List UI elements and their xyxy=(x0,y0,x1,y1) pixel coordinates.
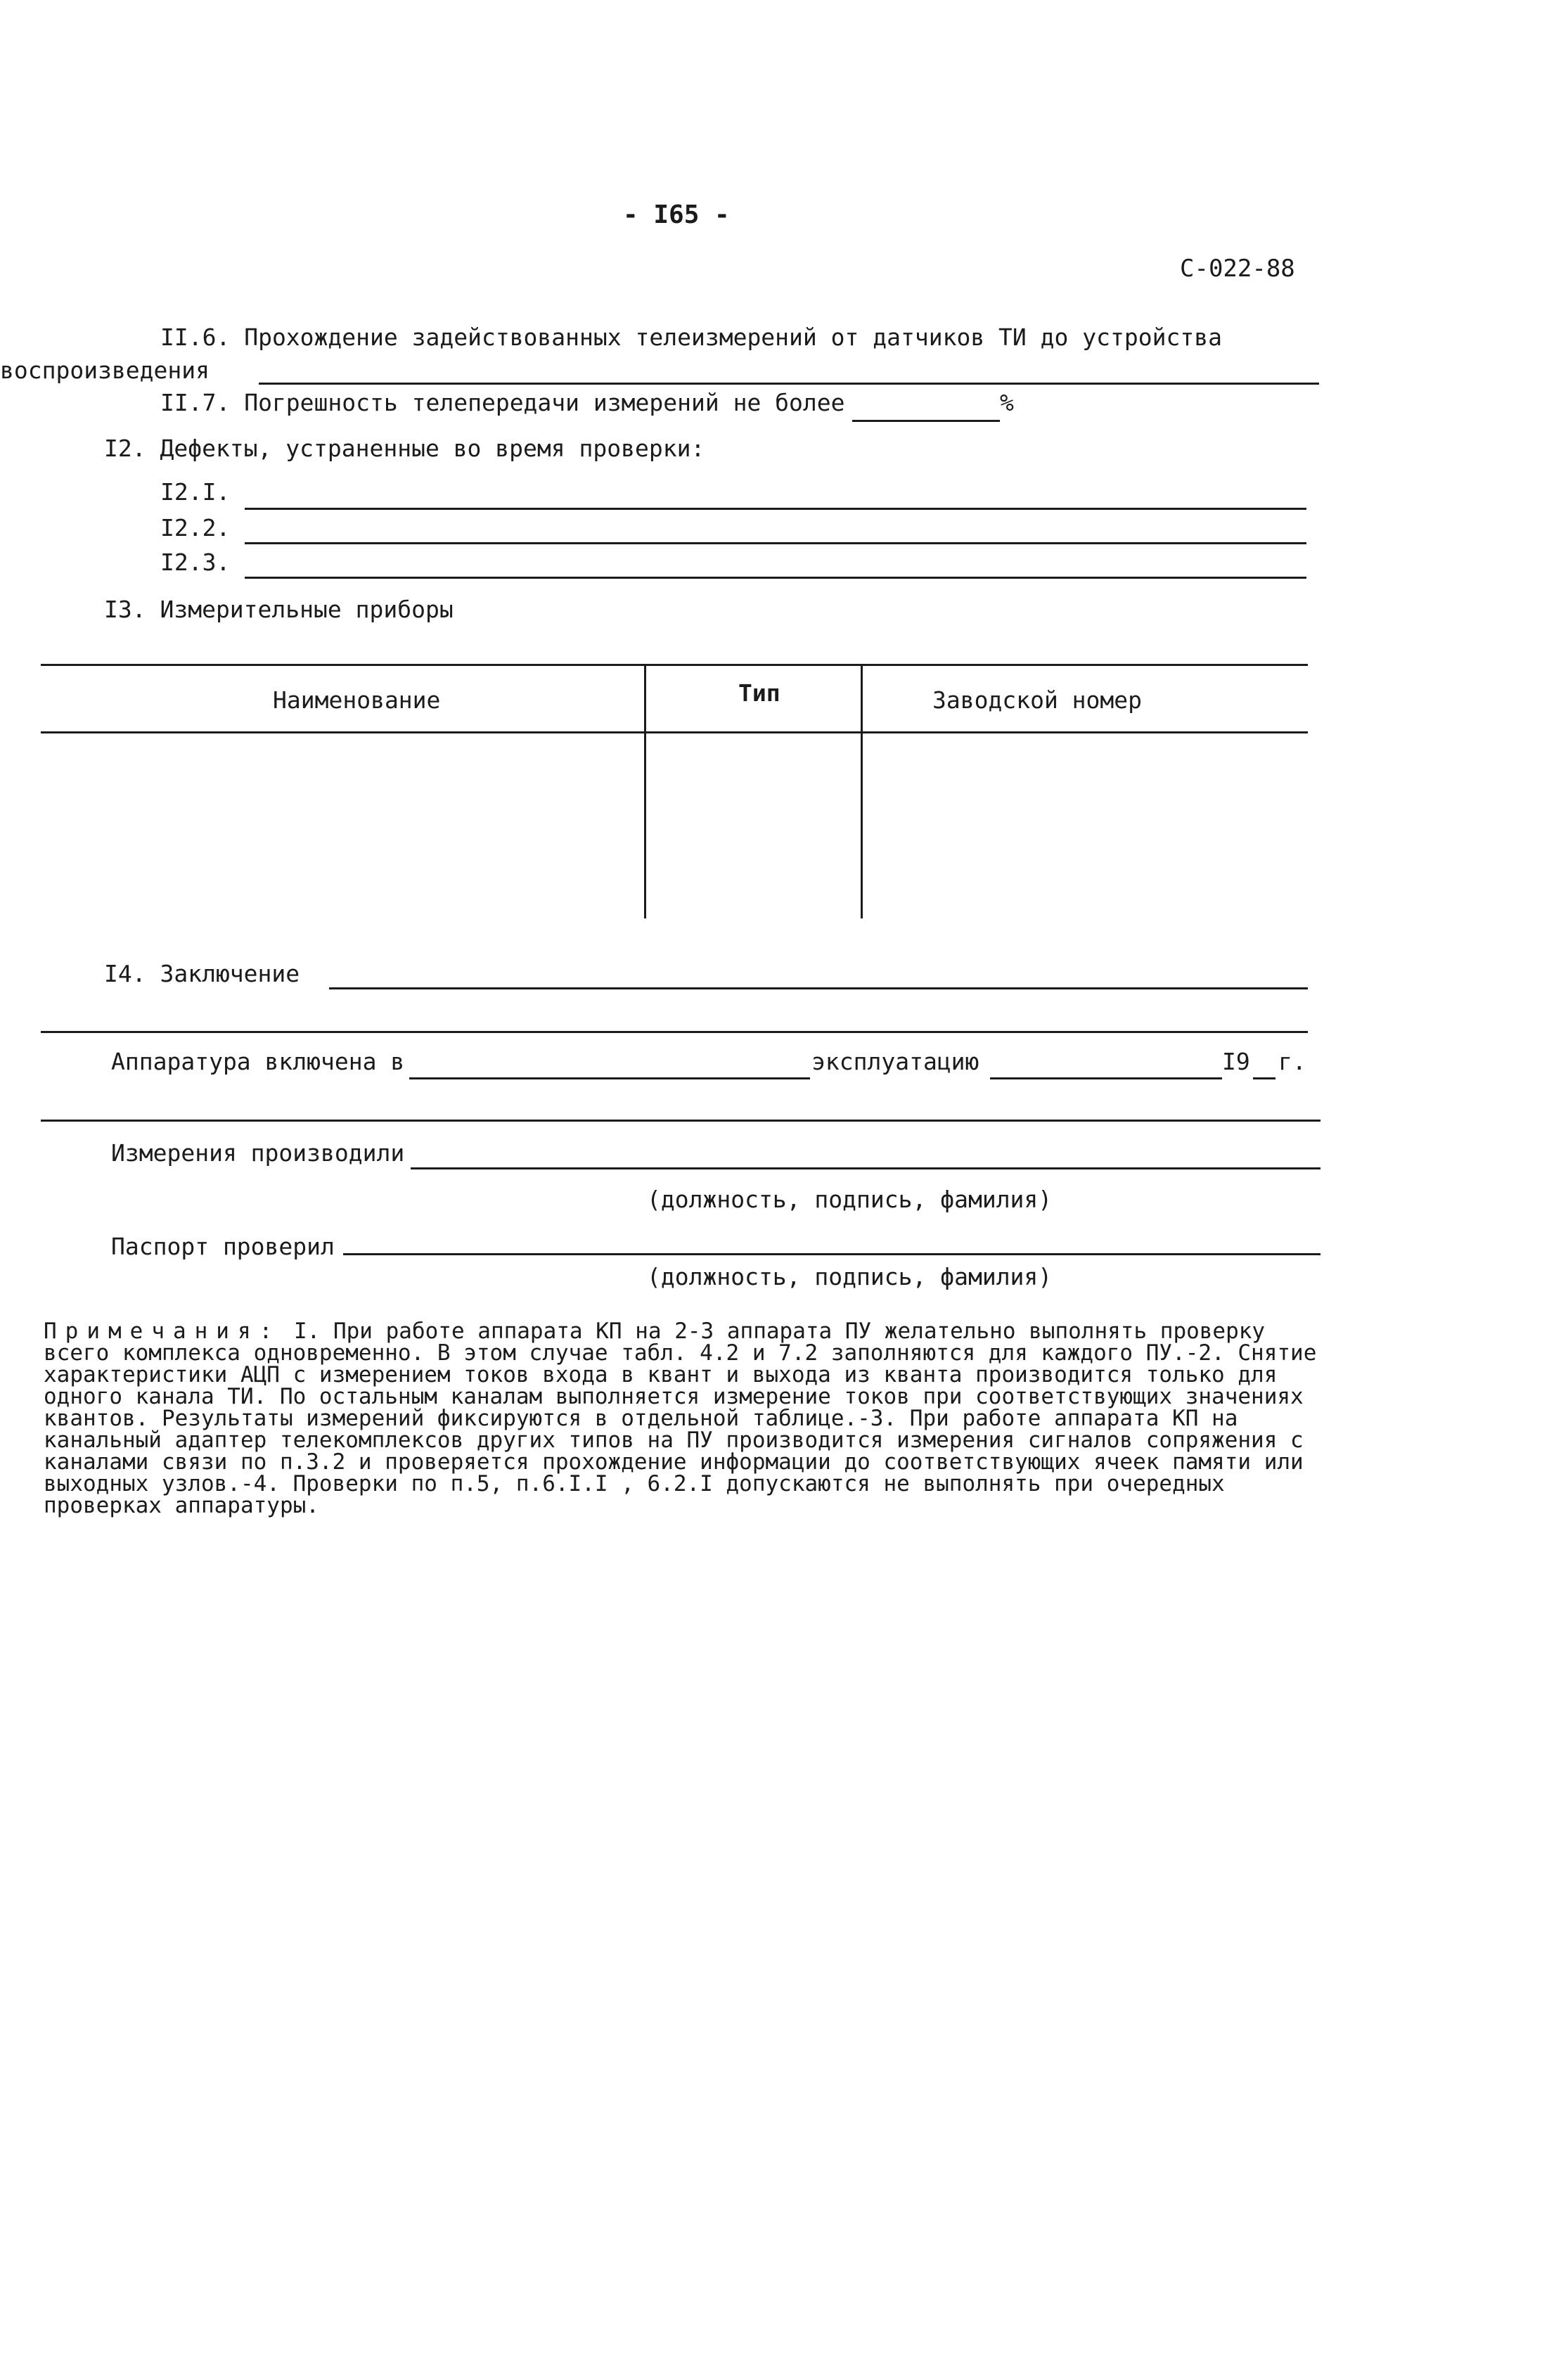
year-prefix: I9 xyxy=(1222,1048,1250,1075)
table-header-serial: Заводской номер xyxy=(932,686,1143,714)
item-12-3-fill-line[interactable] xyxy=(245,577,1306,579)
item-13-title: I3. Измерительные приборы xyxy=(104,596,454,623)
table-top-border xyxy=(41,664,1308,666)
commissioned-place-line[interactable] xyxy=(409,1077,810,1079)
checked-by-label: Паспорт проверил xyxy=(111,1233,335,1260)
item-12-2-label: I2.2. xyxy=(160,514,231,541)
item-11-7-label: II.7. Погрешность телепередачи измерений не более xyxy=(160,389,845,416)
notes-text: I. При работе аппарата КП на 2-3 аппарата ПУ желательно выполнять проверку всего комплекса одновременно. В этом случае табл. 4.2 и 7.2 заполняются для каждого ПУ.-2. Снятие характеристики АЦП с измерением токов входа в квант и выхода из кванта производится только для одного канала ТИ. По остальным каналам выполняется измерение токов при соответствующих значениях квантов. Результаты измерений фиксируются в отдельной таблице.-3. При работе аппарата КП на канальный адаптер телекомплексов других типов на ПУ производится измерения сигналов сопряжения с каналами связи по п.3.2 и проверяется прохождение информации до соответствующих ячеек памяти или выходных узлов.-4. Проверки по п.5, п.6.I.I , 6.2.I допускаются не выполнять при очередных проверках аппаратуры. xyxy=(44,1319,1317,1518)
item-11-6-text: II.6. Прохождение задействованных телеизмерений от датчиков ТИ до устройства xyxy=(160,323,1222,351)
page-number: - I65 - xyxy=(623,200,730,229)
measured-by-caption: (должность, подпись, фамилия) xyxy=(647,1186,1053,1213)
percent-sign: % xyxy=(1000,389,1014,416)
separator-line xyxy=(41,1120,1320,1122)
year-suffix: г. xyxy=(1278,1048,1306,1075)
item-11-7-fill-line[interactable] xyxy=(852,420,1000,422)
item-12-3-label: I2.3. xyxy=(160,549,231,576)
conclusion-fill-line-2[interactable] xyxy=(41,1031,1308,1033)
item-12-title: I2. Дефекты, устраненные во время проверки: xyxy=(104,435,705,462)
item-11-6-fill-line[interactable] xyxy=(259,383,1319,385)
table-header-type: Тип xyxy=(738,679,780,707)
commissioned-label: Аппаратура включена в xyxy=(111,1048,405,1075)
notes-label: Примечания: xyxy=(44,1319,281,1344)
checked-by-line[interactable] xyxy=(343,1253,1320,1255)
checked-by-caption: (должность, подпись, фамилия) xyxy=(647,1263,1053,1290)
conclusion-fill-line-1[interactable] xyxy=(329,987,1308,989)
table-header-name: Наименование xyxy=(273,686,441,714)
item-12-1-label: I2.I. xyxy=(160,478,231,506)
item-11-6-text-cont: воспроизведения xyxy=(0,357,210,384)
item-14-label: I4. Заключение xyxy=(104,960,300,987)
operation-label: эксплуатацию xyxy=(811,1048,979,1075)
year-fill-line[interactable] xyxy=(1253,1077,1275,1079)
measured-by-line[interactable] xyxy=(411,1167,1320,1169)
notes-paragraph xyxy=(44,1321,1330,1517)
item-12-2-fill-line[interactable] xyxy=(245,542,1306,544)
measured-by-label: Измерения производили xyxy=(111,1139,405,1167)
item-12-1-fill-line[interactable] xyxy=(245,508,1306,510)
table-body-empty[interactable] xyxy=(41,733,1308,918)
document-code: С-022-88 xyxy=(1180,255,1295,283)
commissioned-date-line[interactable] xyxy=(990,1077,1222,1079)
